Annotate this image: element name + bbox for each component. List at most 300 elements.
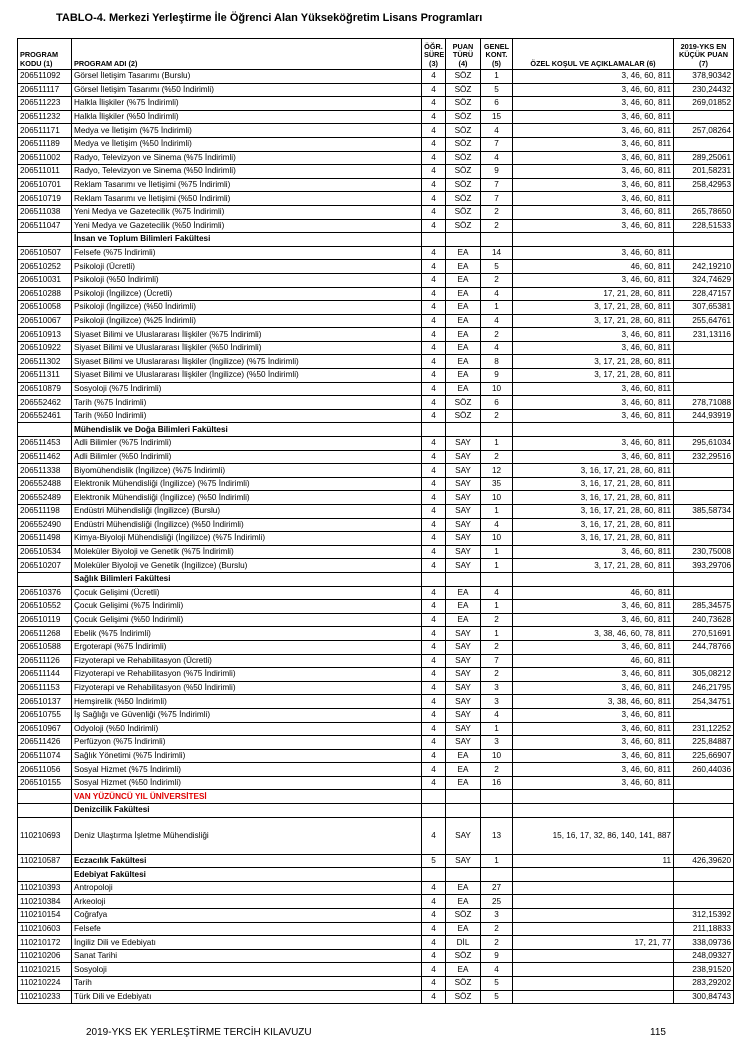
min-score-cell: 228,47157 [674, 287, 734, 301]
score-type-cell: EA [446, 369, 481, 383]
header-min-score: 2019-YKS EN KÜÇÜK PUAN (7) [674, 39, 734, 70]
min-score-cell [674, 341, 734, 355]
duration-cell: 4 [422, 464, 446, 478]
quota-cell: 27 [481, 881, 513, 895]
score-type-cell: SAY [446, 491, 481, 505]
program-code-cell: 206511126 [18, 654, 72, 668]
conditions-cell [513, 949, 674, 963]
duration-cell: 4 [422, 124, 446, 138]
min-score-cell [674, 532, 734, 546]
empty-cell [481, 868, 513, 882]
table-row [18, 613, 734, 627]
program-code-cell: 206511232 [18, 110, 72, 124]
program-code-cell: 206510031 [18, 273, 72, 287]
program-code-cell: 110210233 [18, 990, 72, 1004]
program-code-cell: 110210587 [18, 854, 72, 868]
min-score-cell [674, 477, 734, 491]
duration-cell: 4 [422, 600, 446, 614]
conditions-cell [513, 881, 674, 895]
program-name-cell: Çocuk Gelişimi (%50 İndirimli) [72, 613, 422, 627]
program-code-cell: 206511144 [18, 668, 72, 682]
empty-cell [18, 868, 72, 882]
duration-cell: 4 [422, 83, 446, 97]
programs-table [17, 38, 734, 1004]
conditions-cell: 11 [513, 854, 674, 868]
program-code-cell: 206511047 [18, 219, 72, 233]
duration-cell: 4 [422, 586, 446, 600]
program-code-cell: 206511426 [18, 736, 72, 750]
min-score-cell [674, 776, 734, 790]
score-type-cell: SAY [446, 722, 481, 736]
score-type-cell: EA [446, 963, 481, 977]
program-name-cell: Radyo, Televizyon ve Sinema (%50 İndirimli) [72, 165, 422, 179]
table-row [18, 341, 734, 355]
program-code-cell: 110210393 [18, 881, 72, 895]
score-type-cell: SÖZ [446, 192, 481, 206]
table-row [18, 328, 734, 342]
duration-cell: 4 [422, 491, 446, 505]
duration-cell: 4 [422, 178, 446, 192]
score-type-cell: SAY [446, 532, 481, 546]
score-type-cell: SAY [446, 464, 481, 478]
min-score-cell: 228,51533 [674, 219, 734, 233]
conditions-cell: 3, 46, 60, 811 [513, 219, 674, 233]
conditions-cell [513, 977, 674, 991]
conditions-cell: 3, 46, 60, 811 [513, 613, 674, 627]
min-score-cell [674, 708, 734, 722]
score-type-cell: SAY [446, 505, 481, 519]
program-name-cell: Ebelik (%75 İndirimli) [72, 627, 422, 641]
table-row [18, 817, 734, 854]
duration-cell: 4 [422, 382, 446, 396]
table-row [18, 97, 734, 111]
table-row [18, 409, 734, 423]
min-score-cell [674, 246, 734, 260]
quota-cell: 7 [481, 654, 513, 668]
duration-cell: 4 [422, 246, 446, 260]
conditions-cell: 15, 16, 17, 32, 86, 140, 141, 887 [513, 817, 674, 854]
quota-cell: 3 [481, 909, 513, 923]
program-code-cell: 110210154 [18, 909, 72, 923]
conditions-cell: 3, 46, 60, 811 [513, 110, 674, 124]
program-code-cell: 206552490 [18, 518, 72, 532]
score-type-cell: EA [446, 382, 481, 396]
duration-cell: 4 [422, 437, 446, 451]
empty-cell [422, 790, 446, 804]
conditions-cell: 3, 17, 21, 28, 60, 811 [513, 314, 674, 328]
table-row [18, 165, 734, 179]
program-code-cell: 110210224 [18, 977, 72, 991]
program-code-cell: 206510534 [18, 545, 72, 559]
header-duration: ÖĞR. SÜRE (3) [422, 39, 446, 70]
program-name-cell: Psikoloji (İngilizce) (%50 İndirimli) [72, 301, 422, 315]
table-row [18, 151, 734, 165]
program-name-cell: Halkla İlişkiler (%50 İndirimli) [72, 110, 422, 124]
score-type-cell: SÖZ [446, 70, 481, 84]
duration-cell: 4 [422, 301, 446, 315]
empty-cell [481, 790, 513, 804]
quota-cell: 1 [481, 437, 513, 451]
program-name-cell: Hemşirelik (%50 İndirimli) [72, 695, 422, 709]
duration-cell: 4 [422, 110, 446, 124]
min-score-cell: 244,78766 [674, 640, 734, 654]
duration-cell: 4 [422, 909, 446, 923]
program-code-cell: 206510119 [18, 613, 72, 627]
min-score-cell: 238,91520 [674, 963, 734, 977]
table-row [18, 83, 734, 97]
score-type-cell: SÖZ [446, 83, 481, 97]
empty-cell [674, 572, 734, 586]
table-row [18, 260, 734, 274]
program-code-cell: 206511153 [18, 681, 72, 695]
empty-cell [481, 233, 513, 247]
duration-cell: 4 [422, 881, 446, 895]
min-score-cell: 385,58734 [674, 505, 734, 519]
min-score-cell: 257,08264 [674, 124, 734, 138]
quota-cell: 25 [481, 895, 513, 909]
empty-cell [513, 868, 674, 882]
score-type-cell: EA [446, 341, 481, 355]
score-type-cell: EA [446, 328, 481, 342]
program-code-cell: 206511171 [18, 124, 72, 138]
program-name-cell: Yeni Medya ve Gazetecilik (%75 İndirimli) [72, 205, 422, 219]
program-name-cell: Psikoloji (İngilizce) (%25 İndirimli) [72, 314, 422, 328]
program-code-cell: 206511302 [18, 355, 72, 369]
program-code-cell: 206510588 [18, 640, 72, 654]
min-score-cell: 225,66907 [674, 749, 734, 763]
conditions-cell: 3, 46, 60, 811 [513, 749, 674, 763]
table-row [18, 736, 734, 750]
quota-cell: 3 [481, 736, 513, 750]
table-row [18, 246, 734, 260]
score-type-cell: SÖZ [446, 110, 481, 124]
score-type-cell: DİL [446, 936, 481, 950]
duration-cell: 4 [422, 817, 446, 854]
program-code-cell: 206510922 [18, 341, 72, 355]
score-type-cell: SAY [446, 817, 481, 854]
program-name-cell: Psikoloji (İngilizce) (Ücretli) [72, 287, 422, 301]
program-code-cell: 206511268 [18, 627, 72, 641]
table-row [18, 464, 734, 478]
score-type-cell: SAY [446, 695, 481, 709]
program-code-cell: 206511338 [18, 464, 72, 478]
program-name-cell: Psikoloji (Ücretli) [72, 260, 422, 274]
duration-cell: 4 [422, 654, 446, 668]
quota-cell: 1 [481, 301, 513, 315]
min-score-cell: 240,73628 [674, 613, 734, 627]
duration-cell: 4 [422, 613, 446, 627]
empty-cell [446, 790, 481, 804]
empty-cell [481, 572, 513, 586]
empty-cell [422, 804, 446, 818]
program-name-cell: Tarih (%75 İndirimli) [72, 396, 422, 410]
conditions-cell [513, 895, 674, 909]
conditions-cell: 46, 60, 811 [513, 586, 674, 600]
duration-cell: 4 [422, 895, 446, 909]
program-code-cell: 206511462 [18, 450, 72, 464]
program-name-cell: Endüstri Mühendisliği (İngilizce) (Burslu) [72, 505, 422, 519]
program-code-cell: 206511056 [18, 763, 72, 777]
quota-cell: 10 [481, 749, 513, 763]
table-row [18, 532, 734, 546]
program-name-cell: Çocuk Gelişimi (%75 İndirimli) [72, 600, 422, 614]
program-name-cell: Endüstri Mühendisliği (İngilizce) (%50 İndirimli) [72, 518, 422, 532]
score-type-cell: SAY [446, 545, 481, 559]
score-type-cell: EA [446, 613, 481, 627]
duration-cell: 4 [422, 640, 446, 654]
min-score-cell: 242,19210 [674, 260, 734, 274]
duration-cell: 4 [422, 273, 446, 287]
table-row [18, 491, 734, 505]
quota-cell: 4 [481, 314, 513, 328]
program-code-cell: 206510376 [18, 586, 72, 600]
conditions-cell [513, 963, 674, 977]
empty-cell [446, 233, 481, 247]
table-row [18, 273, 734, 287]
duration-cell: 4 [422, 151, 446, 165]
table-row [18, 695, 734, 709]
score-type-cell: EA [446, 600, 481, 614]
conditions-cell: 3, 16, 17, 21, 28, 60, 811 [513, 518, 674, 532]
score-type-cell: SAY [446, 708, 481, 722]
conditions-cell: 3, 38, 46, 60, 811 [513, 695, 674, 709]
conditions-cell [513, 909, 674, 923]
table-row [18, 437, 734, 451]
empty-cell [674, 868, 734, 882]
empty-cell [18, 572, 72, 586]
program-code-cell: 206511453 [18, 437, 72, 451]
score-type-cell: EA [446, 586, 481, 600]
table-row [18, 450, 734, 464]
program-name-cell: Fizyoterapi ve Rehabilitasyon (Ücretli) [72, 654, 422, 668]
table-body [18, 70, 734, 1004]
min-score-cell [674, 369, 734, 383]
score-type-cell: EA [446, 776, 481, 790]
quota-cell: 2 [481, 273, 513, 287]
quota-cell: 1 [481, 559, 513, 573]
duration-cell: 4 [422, 695, 446, 709]
header-program-code: PROGRAM KODU (1) [18, 39, 72, 70]
min-score-cell: 265,78650 [674, 205, 734, 219]
duration-cell: 4 [422, 287, 446, 301]
quota-cell: 2 [481, 922, 513, 936]
empty-cell [446, 423, 481, 437]
program-name-cell: Eczacılık Fakültesi [72, 854, 422, 868]
conditions-cell: 3, 16, 17, 21, 28, 60, 811 [513, 477, 674, 491]
score-type-cell: SÖZ [446, 178, 481, 192]
quota-cell: 10 [481, 382, 513, 396]
program-code-cell: 110210206 [18, 949, 72, 963]
program-code-cell: 206510552 [18, 600, 72, 614]
score-type-cell: SAY [446, 627, 481, 641]
score-type-cell: EA [446, 922, 481, 936]
empty-cell [18, 233, 72, 247]
min-score-cell: 300,84743 [674, 990, 734, 1004]
score-type-cell: SÖZ [446, 151, 481, 165]
min-score-cell: 307,65381 [674, 301, 734, 315]
program-name-cell: Psikoloji (%50 İndirimli) [72, 273, 422, 287]
min-score-cell: 324,74629 [674, 273, 734, 287]
program-code-cell: 206552461 [18, 409, 72, 423]
quota-cell: 2 [481, 936, 513, 950]
header-program-name: PROGRAM ADI (2) [72, 39, 422, 70]
program-name-cell: Siyaset Bilimi ve Uluslararası İlişkiler (İngilizce) (%75 İndirimli) [72, 355, 422, 369]
program-name-cell: Odyoloji (%50 İndirimli) [72, 722, 422, 736]
conditions-cell: 3, 46, 60, 811 [513, 178, 674, 192]
table-row [18, 287, 734, 301]
duration-cell: 4 [422, 369, 446, 383]
program-name-cell: Coğrafya [72, 909, 422, 923]
table-row [18, 382, 734, 396]
quota-cell: 2 [481, 450, 513, 464]
page-number: 115 [650, 1027, 666, 1038]
program-name-cell: Moleküler Biyoloji ve Genetik (%75 İndirimli) [72, 545, 422, 559]
score-type-cell: SAY [446, 854, 481, 868]
program-name-cell: Radyo, Televizyon ve Sinema (%75 İndirimli) [72, 151, 422, 165]
table-row [18, 137, 734, 151]
min-score-cell: 270,51691 [674, 627, 734, 641]
quota-cell: 4 [481, 586, 513, 600]
min-score-cell [674, 491, 734, 505]
quota-cell: 9 [481, 369, 513, 383]
program-code-cell: 206552488 [18, 477, 72, 491]
table-row [18, 654, 734, 668]
conditions-cell: 3, 46, 60, 811 [513, 450, 674, 464]
program-name-cell: Antropoloji [72, 881, 422, 895]
table-row [18, 936, 734, 950]
conditions-cell: 3, 46, 60, 811 [513, 776, 674, 790]
program-name-cell: Siyaset Bilimi ve Uluslararası İlişkiler (%75 İndirimli) [72, 328, 422, 342]
empty-cell [18, 423, 72, 437]
program-name-cell: İş Sağlığı ve Güvenliği (%75 İndirimli) [72, 708, 422, 722]
score-type-cell: EA [446, 763, 481, 777]
min-score-cell: 231,13116 [674, 328, 734, 342]
program-code-cell: 206510137 [18, 695, 72, 709]
min-score-cell: 248,09327 [674, 949, 734, 963]
duration-cell: 4 [422, 165, 446, 179]
duration-cell: 4 [422, 450, 446, 464]
score-type-cell: SÖZ [446, 137, 481, 151]
empty-cell [422, 423, 446, 437]
duration-cell: 4 [422, 936, 446, 950]
program-name-cell: Görsel İletişim Tasarımı (%50 İndirimli) [72, 83, 422, 97]
min-score-cell [674, 110, 734, 124]
quota-cell: 1 [481, 854, 513, 868]
table-row [18, 301, 734, 315]
faculty-header-row [18, 868, 734, 882]
empty-cell [422, 868, 446, 882]
program-name-cell: Reklam Tasarımı ve İletişimi (%75 İndirimli) [72, 178, 422, 192]
program-name-cell: Sosyal Hizmet (%50 İndirimli) [72, 776, 422, 790]
conditions-cell: 3, 16, 17, 21, 28, 60, 811 [513, 464, 674, 478]
conditions-cell: 3, 16, 17, 21, 28, 60, 811 [513, 532, 674, 546]
empty-cell [513, 790, 674, 804]
score-type-cell: SAY [446, 518, 481, 532]
min-score-cell [674, 464, 734, 478]
program-name-cell: Sosyal Hizmet (%75 İndirimli) [72, 763, 422, 777]
quota-cell: 9 [481, 165, 513, 179]
program-code-cell: 206511498 [18, 532, 72, 546]
min-score-cell: 278,71088 [674, 396, 734, 410]
min-score-cell: 230,24432 [674, 83, 734, 97]
duration-cell: 4 [422, 949, 446, 963]
program-code-cell: 206510288 [18, 287, 72, 301]
min-score-cell: 254,34751 [674, 695, 734, 709]
score-type-cell: EA [446, 749, 481, 763]
score-type-cell: SÖZ [446, 409, 481, 423]
min-score-cell [674, 895, 734, 909]
header-conditions: ÖZEL KOŞUL VE AÇIKLAMALAR (6) [513, 39, 674, 70]
faculty-header-row [18, 572, 734, 586]
table-row [18, 355, 734, 369]
program-name-cell: Perfüzyon (%75 İndirimli) [72, 736, 422, 750]
university-header-row [18, 790, 734, 804]
program-code-cell: 206511117 [18, 83, 72, 97]
program-code-cell: 206510207 [18, 559, 72, 573]
duration-cell: 4 [422, 963, 446, 977]
empty-cell [18, 804, 72, 818]
min-score-cell: 295,61034 [674, 437, 734, 451]
program-code-cell: 110210215 [18, 963, 72, 977]
program-code-cell: 206510155 [18, 776, 72, 790]
score-type-cell: EA [446, 287, 481, 301]
faculty-name: İnsan ve Toplum Bilimleri Fakültesi [72, 233, 422, 247]
score-type-cell: SÖZ [446, 396, 481, 410]
duration-cell: 4 [422, 192, 446, 206]
conditions-cell: 3, 16, 17, 21, 28, 60, 811 [513, 491, 674, 505]
min-score-cell: 305,08212 [674, 668, 734, 682]
duration-cell: 4 [422, 627, 446, 641]
table-row [18, 586, 734, 600]
table-row [18, 749, 734, 763]
duration-cell: 4 [422, 681, 446, 695]
empty-cell [513, 423, 674, 437]
score-type-cell: EA [446, 246, 481, 260]
empty-cell [674, 233, 734, 247]
duration-cell: 4 [422, 922, 446, 936]
min-score-cell: 232,29516 [674, 450, 734, 464]
program-name-cell: Deniz Ulaştırma İşletme Mühendisliği [72, 817, 422, 854]
conditions-cell: 3, 46, 60, 811 [513, 545, 674, 559]
duration-cell: 4 [422, 532, 446, 546]
faculty-name: Sağlık Bilimleri Fakültesi [72, 572, 422, 586]
quota-cell: 2 [481, 328, 513, 342]
program-code-cell: 110210384 [18, 895, 72, 909]
quota-cell: 5 [481, 83, 513, 97]
table-row [18, 627, 734, 641]
min-score-cell: 285,34575 [674, 600, 734, 614]
table-row [18, 922, 734, 936]
score-type-cell: SAY [446, 559, 481, 573]
conditions-cell: 3, 46, 60, 811 [513, 83, 674, 97]
quota-cell: 5 [481, 977, 513, 991]
duration-cell: 4 [422, 763, 446, 777]
program-code-cell: 206510719 [18, 192, 72, 206]
program-code-cell: 206510507 [18, 246, 72, 260]
duration-cell: 4 [422, 219, 446, 233]
min-score-cell: 378,90342 [674, 70, 734, 84]
table-row [18, 205, 734, 219]
table-header-row [18, 39, 734, 70]
score-type-cell: SAY [446, 437, 481, 451]
quota-cell: 12 [481, 464, 513, 478]
duration-cell: 4 [422, 477, 446, 491]
min-score-cell [674, 382, 734, 396]
program-name-cell: Sağlık Yönetimi (%75 İndirimli) [72, 749, 422, 763]
duration-cell: 4 [422, 776, 446, 790]
min-score-cell: 283,29202 [674, 977, 734, 991]
duration-cell: 4 [422, 990, 446, 1004]
